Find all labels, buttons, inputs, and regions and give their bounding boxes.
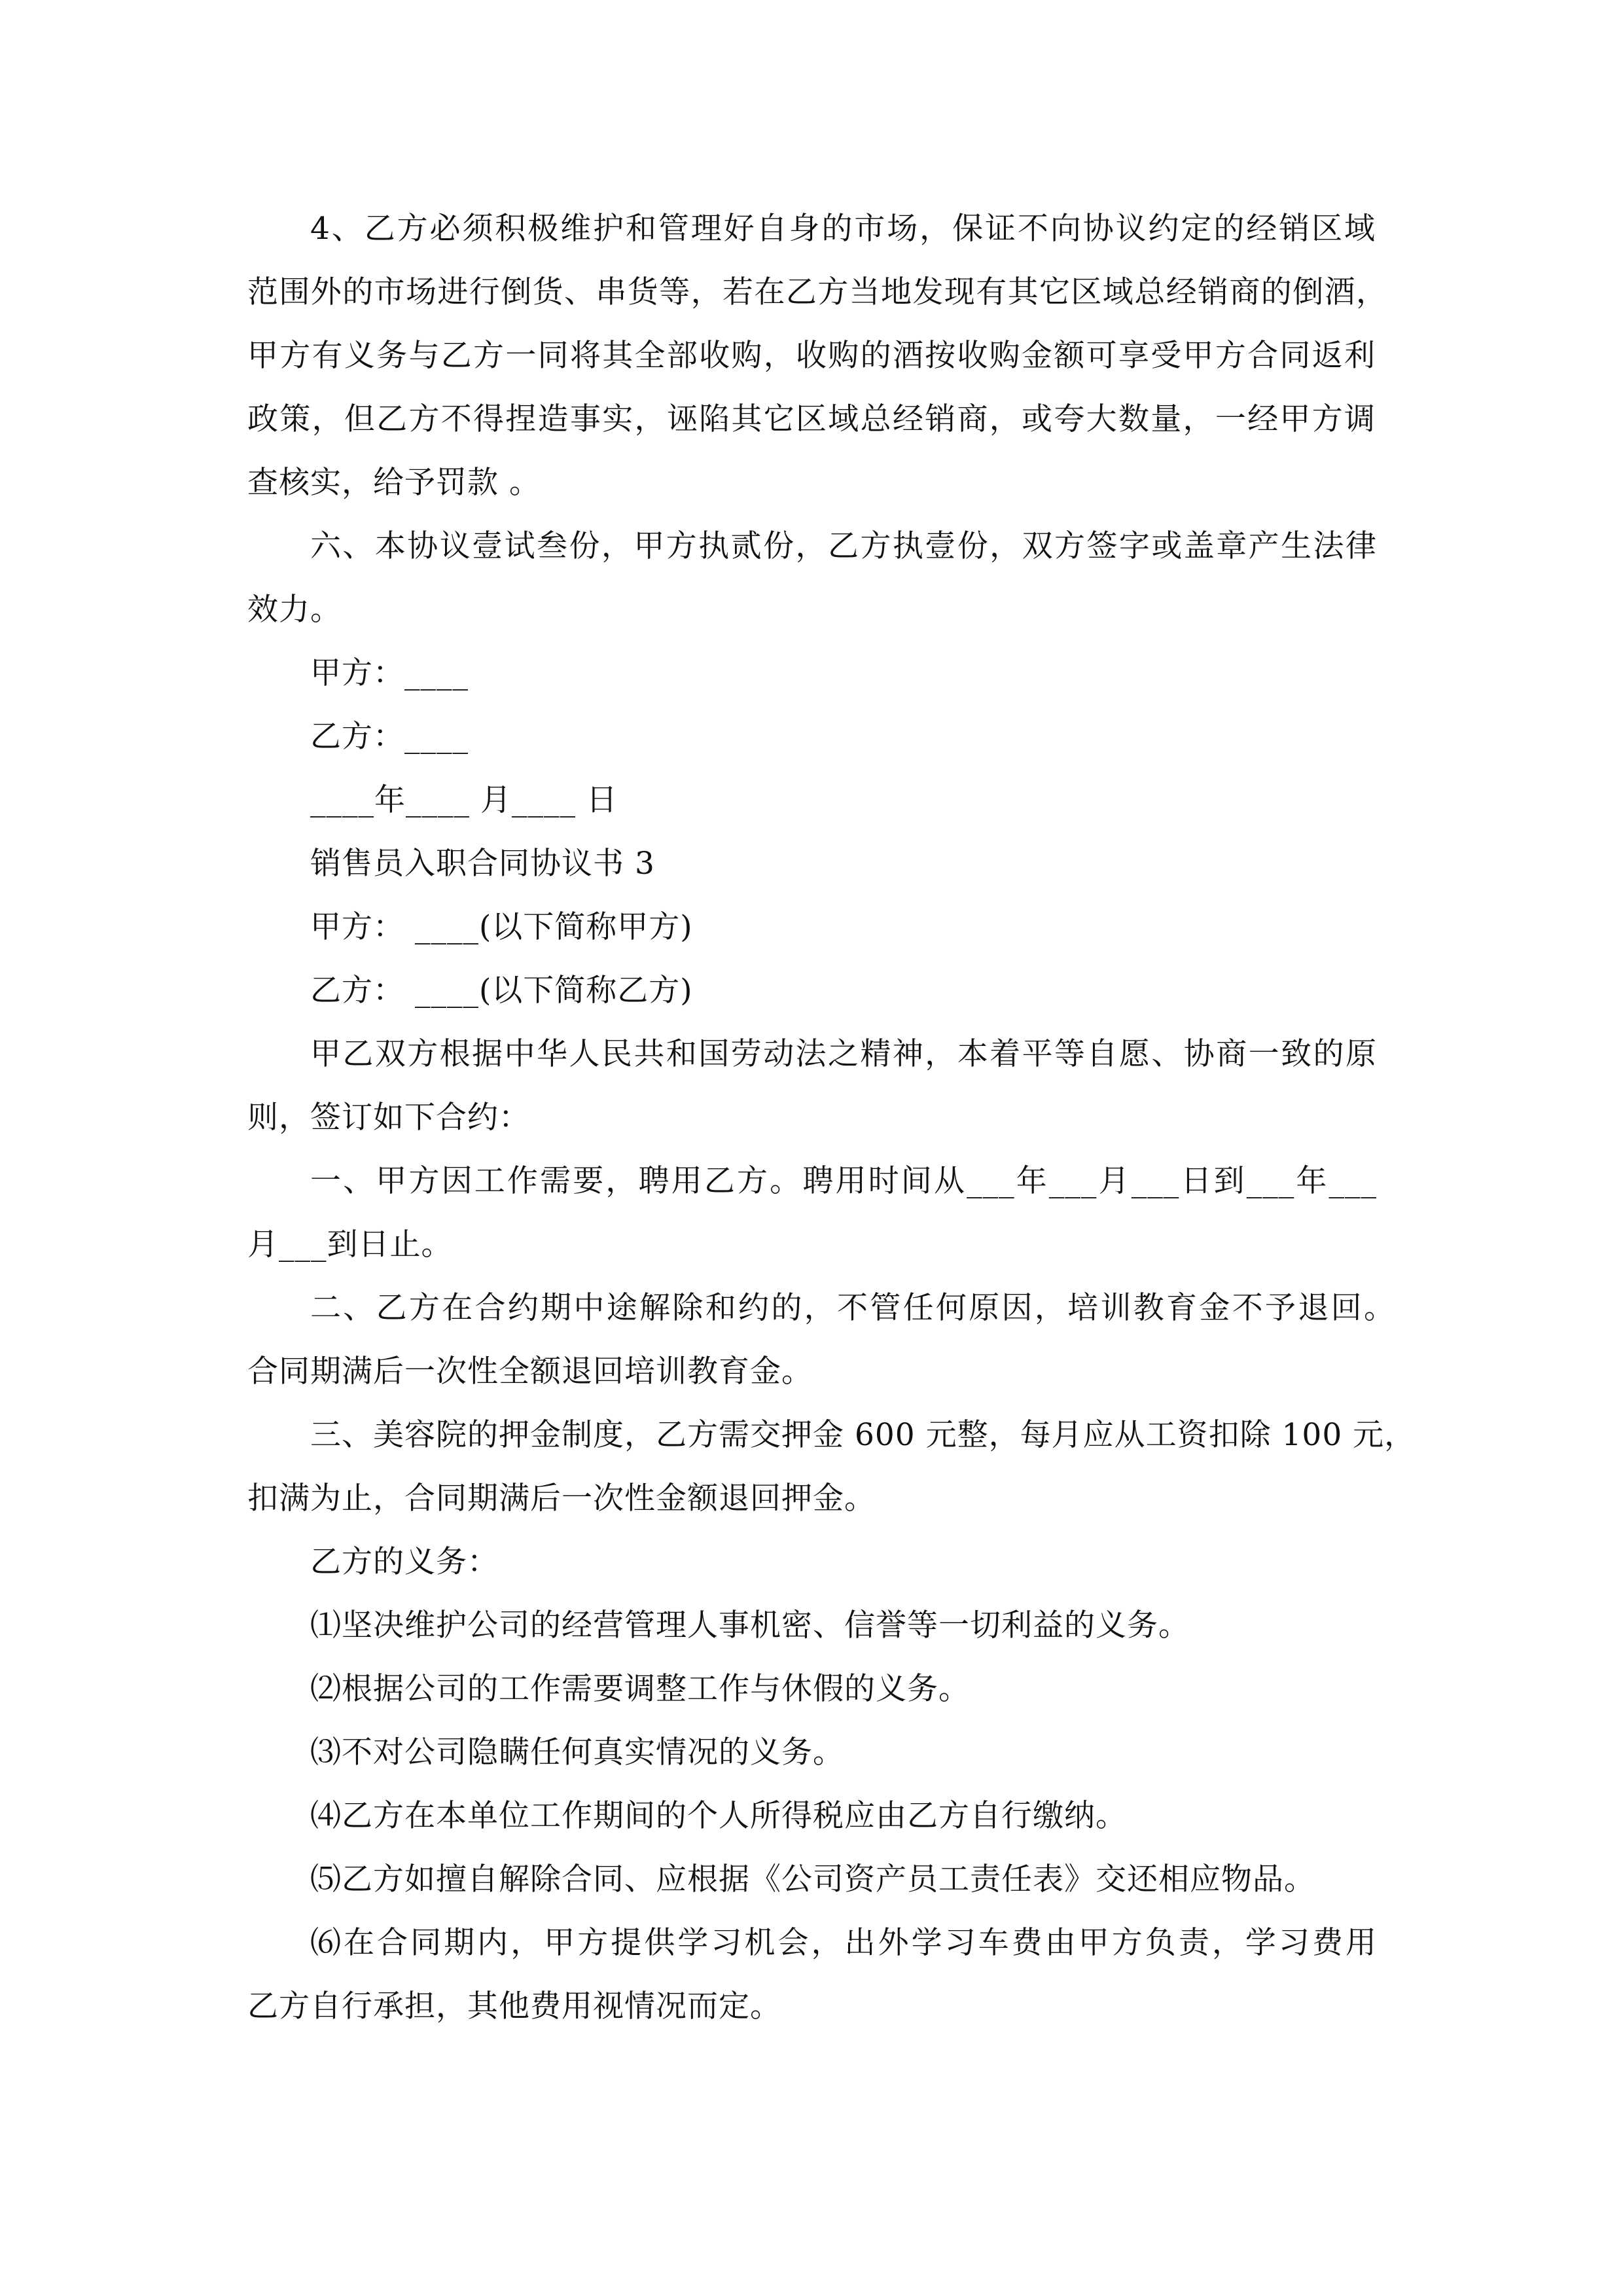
section-title: 销售员入职合同协议书 3 <box>310 846 655 882</box>
list-item: ⑶不对公司隐瞒任何真实情况的义务。 <box>310 1734 844 1770</box>
date-line: ____年____ 月____ 日 <box>310 782 618 818</box>
paragraph-line: 合同期满后一次性全额退回培训教育金。 <box>247 1354 813 1390</box>
party-a-signature-line: 甲方：____ <box>310 655 469 691</box>
list-item: ⑷乙方在本单位工作期间的个人所得税应由乙方自行缴纳。 <box>310 1798 1127 1834</box>
party-b-line: 乙方： ____(以下简称乙方) <box>310 973 693 1009</box>
paragraph-line: 政策，但乙方不得捏造事实，诬陷其它区域总经销商，或夸大数量，一经甲方调 <box>247 401 1376 437</box>
paragraph-line: 六、本协议壹试叁份，甲方执贰份，乙方执壹份，双方签字或盖章产生法律 <box>310 528 1377 564</box>
paragraph-line: 三、美容院的押金制度，乙方需交押金 600 元整，每月应从工资扣除 100 元， <box>310 1417 1416 1453</box>
paragraph-line: 甲乙双方根据中华人民共和国劳动法之精神，本着平等自愿、协商一致的原 <box>310 1036 1377 1072</box>
paragraph-line: 则，签订如下合约： <box>247 1100 530 1136</box>
paragraph-line: 甲方有义务与乙方一同将其全部收购，收购的酒按收购金额可享受甲方合同返利 <box>247 338 1376 374</box>
list-item: ⑴坚决维护公司的经营管理人事机密、信誉等一切利益的义务。 <box>310 1607 1190 1643</box>
paragraph-line: 查核实，给予罚款 。 <box>247 465 541 501</box>
obligations-heading: 乙方的义务： <box>310 1544 499 1580</box>
paragraph-line: 月___到日止。 <box>247 1227 453 1263</box>
party-a-line: 甲方： ____(以下简称甲方) <box>310 909 693 945</box>
list-item: 乙方自行承担，其他费用视情况而定。 <box>247 1988 781 2024</box>
paragraph-line: 一、甲方因工作需要，聘用乙方。聘用时间从___年___月___日到___年___ <box>310 1163 1377 1199</box>
paragraph-line: 4、乙方必须积极维护和管理好自身的市场，保证不向协议约定的经销区域 <box>310 211 1376 247</box>
party-b-signature-line: 乙方：____ <box>310 719 469 755</box>
paragraph-line: 范围外的市场进行倒货、串货等，若在乙方当地发现有其它区域总经销商的倒酒， <box>247 274 1387 310</box>
list-item: ⑹在合同期内，甲方提供学习机会，出外学习车费由甲方负责，学习费用 <box>310 1925 1377 1961</box>
list-item: ⑵根据公司的工作需要调整工作与休假的义务。 <box>310 1671 970 1707</box>
paragraph-line: 二、乙方在合约期中途解除和约的，不管任何原因，培训教育金不予退回。 <box>310 1290 1395 1326</box>
list-item: ⑸乙方如擅自解除合同、应根据《公司资产员工责任表》交还相应物品。 <box>310 1861 1315 1897</box>
paragraph-line: 扣满为止，合同期满后一次性金额退回押金。 <box>247 1480 876 1516</box>
paragraph-line: 效力。 <box>247 592 342 628</box>
